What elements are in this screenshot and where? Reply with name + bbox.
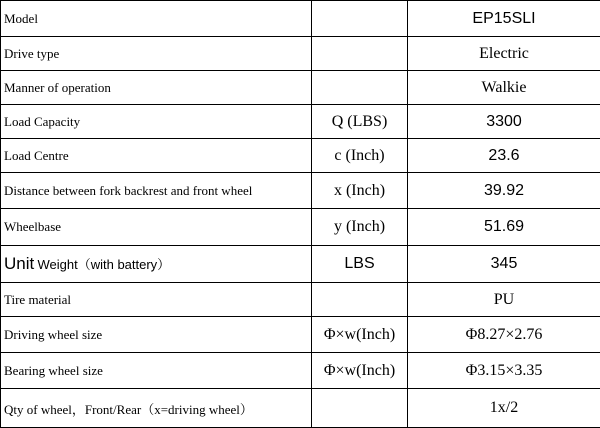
- spec-unit-fork-distance: x (Inch): [312, 173, 408, 209]
- spec-unit-drive-type: [312, 37, 408, 71]
- spec-value-manner-of-operation: Walkie: [408, 71, 600, 105]
- spec-unit-qty-of-wheel: [312, 389, 408, 428]
- spec-value-qty-of-wheel: 1x/2: [408, 389, 600, 428]
- spec-value-tire-material: PU: [408, 283, 600, 317]
- table-row: [1, 37, 600, 71]
- spec-label-model: Model: [1, 1, 312, 37]
- table-row: [1, 105, 600, 139]
- table-row: [1, 246, 600, 283]
- spec-label-unit-word: Unit: [4, 254, 34, 273]
- spec-value-wheelbase: 51.69: [408, 209, 600, 246]
- table-row: [1, 353, 600, 389]
- spec-unit-model: [312, 1, 408, 37]
- spec-label-qty-of-wheel: Qty of wheel，Front/Rear（x=driving wheel）: [1, 389, 312, 428]
- spec-value-fork-distance: 39.92: [408, 173, 600, 209]
- spec-value-model: EP15SLI: [408, 1, 600, 37]
- spec-unit-tire-material: [312, 283, 408, 317]
- spec-value-load-capacity: 3300: [408, 105, 600, 139]
- spec-label-manner-of-operation: Manner of operation: [1, 71, 312, 105]
- spec-label-unit-weight: [1, 246, 312, 283]
- spec-unit-load-capacity: Q (LBS): [312, 105, 408, 139]
- spec-label-load-capacity: Load Capacity: [1, 105, 312, 139]
- spec-value-driving-wheel-size: Φ8.27×2.76: [408, 317, 600, 353]
- spec-label-bearing-wheel-size: Bearing wheel size: [1, 353, 312, 389]
- spec-unit-unit-weight: LBS: [312, 246, 408, 283]
- spec-value-load-centre: 23.6: [408, 139, 600, 173]
- spec-label-tire-material: Tire material: [1, 283, 312, 317]
- spec-label-load-centre: Load Centre: [1, 139, 312, 173]
- spec-unit-driving-wheel-size: Φ×w(Inch): [312, 317, 408, 353]
- table-row: [1, 283, 600, 317]
- spec-label-driving-wheel-size: Driving wheel size: [1, 317, 312, 353]
- spec-label-fork-distance: Distance between fork backrest and front wheel: [1, 173, 312, 209]
- spec-unit-load-centre: c (Inch): [312, 139, 408, 173]
- spec-value-unit-weight: 345: [408, 246, 600, 283]
- table-row: [1, 71, 600, 105]
- table-row: [1, 317, 600, 353]
- spec-value-drive-type: Electric: [408, 37, 600, 71]
- table-row: [1, 389, 600, 428]
- spec-unit-bearing-wheel-size: Φ×w(Inch): [312, 353, 408, 389]
- table-row: [1, 209, 600, 246]
- spec-label-weight-text: Weight（with battery）: [37, 257, 170, 272]
- table-row: [1, 139, 600, 173]
- spec-unit-wheelbase: y (Inch): [312, 209, 408, 246]
- table-row: [1, 1, 600, 37]
- spec-value-bearing-wheel-size: Φ3.15×3.35: [408, 353, 600, 389]
- spec-label-wheelbase: Wheelbase: [1, 209, 312, 246]
- spec-label-drive-type: Drive type: [1, 37, 312, 71]
- spec-unit-manner-of-operation: [312, 71, 408, 105]
- table-row: [1, 173, 600, 209]
